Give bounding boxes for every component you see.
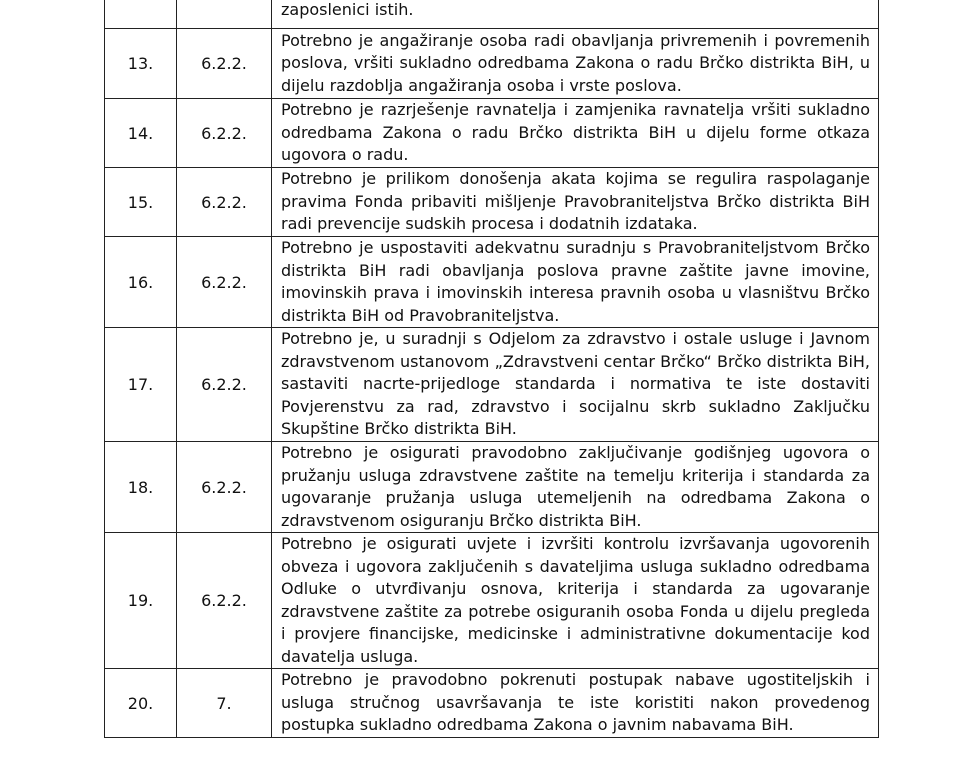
recommendation-text-cell: Potrebno je osigurati uvjete i izvršiti kontrolu izvršavanja ugovorenih obveza i ugovora zaključenih s davateljima usluga sukladno odredbama Odluke o utvrđivanju osnova, kriterija i standarda za ugovaranje zdravstvene zaštite za potrebe osiguranih osoba Fonda u dijelu pregleda i provjere financijske, medicinske i administrativne dokumentacije kod davatelja usluga. xyxy=(272,533,879,669)
section-reference-cell: 6.2.2. xyxy=(177,237,272,328)
row-number-cell: 18. xyxy=(105,442,177,533)
section-reference-cell: 7. xyxy=(177,669,272,738)
recommendations-table-body xyxy=(105,0,879,738)
row-number-cell xyxy=(105,0,177,29)
row-number-cell: 16. xyxy=(105,237,177,328)
recommendation-text-cell: Potrebno je angažiranje osoba radi obavljanja privremenih i povremenih poslova, vršiti sukladno odredbama Zakona o radu Brčko distrikta BiH, u dijelu razdoblja angažiranja osoba i vrste poslova. xyxy=(272,29,879,99)
recommendation-text-cell: zaposlenici istih. xyxy=(272,0,879,29)
table-row xyxy=(105,99,879,168)
table-row xyxy=(105,328,879,442)
recommendation-text-cell: Potrebno je osigurati pravodobno zaključivanje godišnjeg ugovora o pružanju usluga zdravstvene zaštite na temelju kriterija i standarda za ugovaranje pružanja usluga utemeljenih na odredbama Zakona o zdravstvenom osiguranju Brčko distrikta BiH. xyxy=(272,442,879,533)
row-number-cell: 14. xyxy=(105,99,177,168)
section-reference-cell: 6.2.2. xyxy=(177,533,272,669)
section-reference-cell: 6.2.2. xyxy=(177,442,272,533)
table-row xyxy=(105,533,879,669)
table-row xyxy=(105,237,879,328)
section-reference-cell: 6.2.2. xyxy=(177,328,272,442)
section-reference-cell: 6.2.2. xyxy=(177,99,272,168)
row-number-cell: 15. xyxy=(105,168,177,237)
section-reference-cell xyxy=(177,0,272,29)
section-reference-cell: 6.2.2. xyxy=(177,168,272,237)
recommendation-text-cell: Potrebno je prilikom donošenja akata kojima se regulira raspolaganje pravima Fonda pribaviti mišljenje Pravobraniteljstva Brčko distrikta BiH radi prevencije sudskih procesa i dodatnih izdataka. xyxy=(272,168,879,237)
row-number-cell: 19. xyxy=(105,533,177,669)
table-row xyxy=(105,29,879,99)
table-row xyxy=(105,442,879,533)
recommendation-text-cell: Potrebno je uspostaviti adekvatnu suradnju s Pravobraniteljstvom Brčko distrikta BiH radi obavljanja poslova pravne zaštite javne imovine, imovinskih prava i imovinskih interesa pravnih osoba u vlasništvu Brčko distrikta BiH od Pravobraniteljstva. xyxy=(272,237,879,328)
table-row xyxy=(105,168,879,237)
table-row xyxy=(105,669,879,738)
recommendation-text-cell: Potrebno je pravodobno pokrenuti postupak nabave ugostiteljskih i usluga stručnog usavršavanja te iste koristiti nakon provedenog postupka sukladno odredbama Zakona o javnim nabavama BiH. xyxy=(272,669,879,738)
table-row xyxy=(105,0,879,29)
recommendation-text-cell: Potrebno je, u suradnji s Odjelom za zdravstvo i ostale usluge i Javnom zdravstvenom ustanovom „Zdravstveni centar Brčko“ Brčko distrikta BiH, sastaviti nacrte-prijedloge standarda i normativa te iste dostaviti Povjerenstvu za rad, zdravstvo i socijalnu skrb sukladno Zaključku Skupštine Brčko distrikta BiH. xyxy=(272,328,879,442)
row-number-cell: 13. xyxy=(105,29,177,99)
section-reference-cell: 6.2.2. xyxy=(177,29,272,99)
row-number-cell: 20. xyxy=(105,669,177,738)
recommendations-table xyxy=(104,0,879,738)
row-number-cell: 17. xyxy=(105,328,177,442)
recommendation-text-cell: Potrebno je razrješenje ravnatelja i zamjenika ravnatelja vršiti sukladno odredbama Zakona o radu Brčko distrikta BiH u dijelu forme otkaza ugovora o radu. xyxy=(272,99,879,168)
